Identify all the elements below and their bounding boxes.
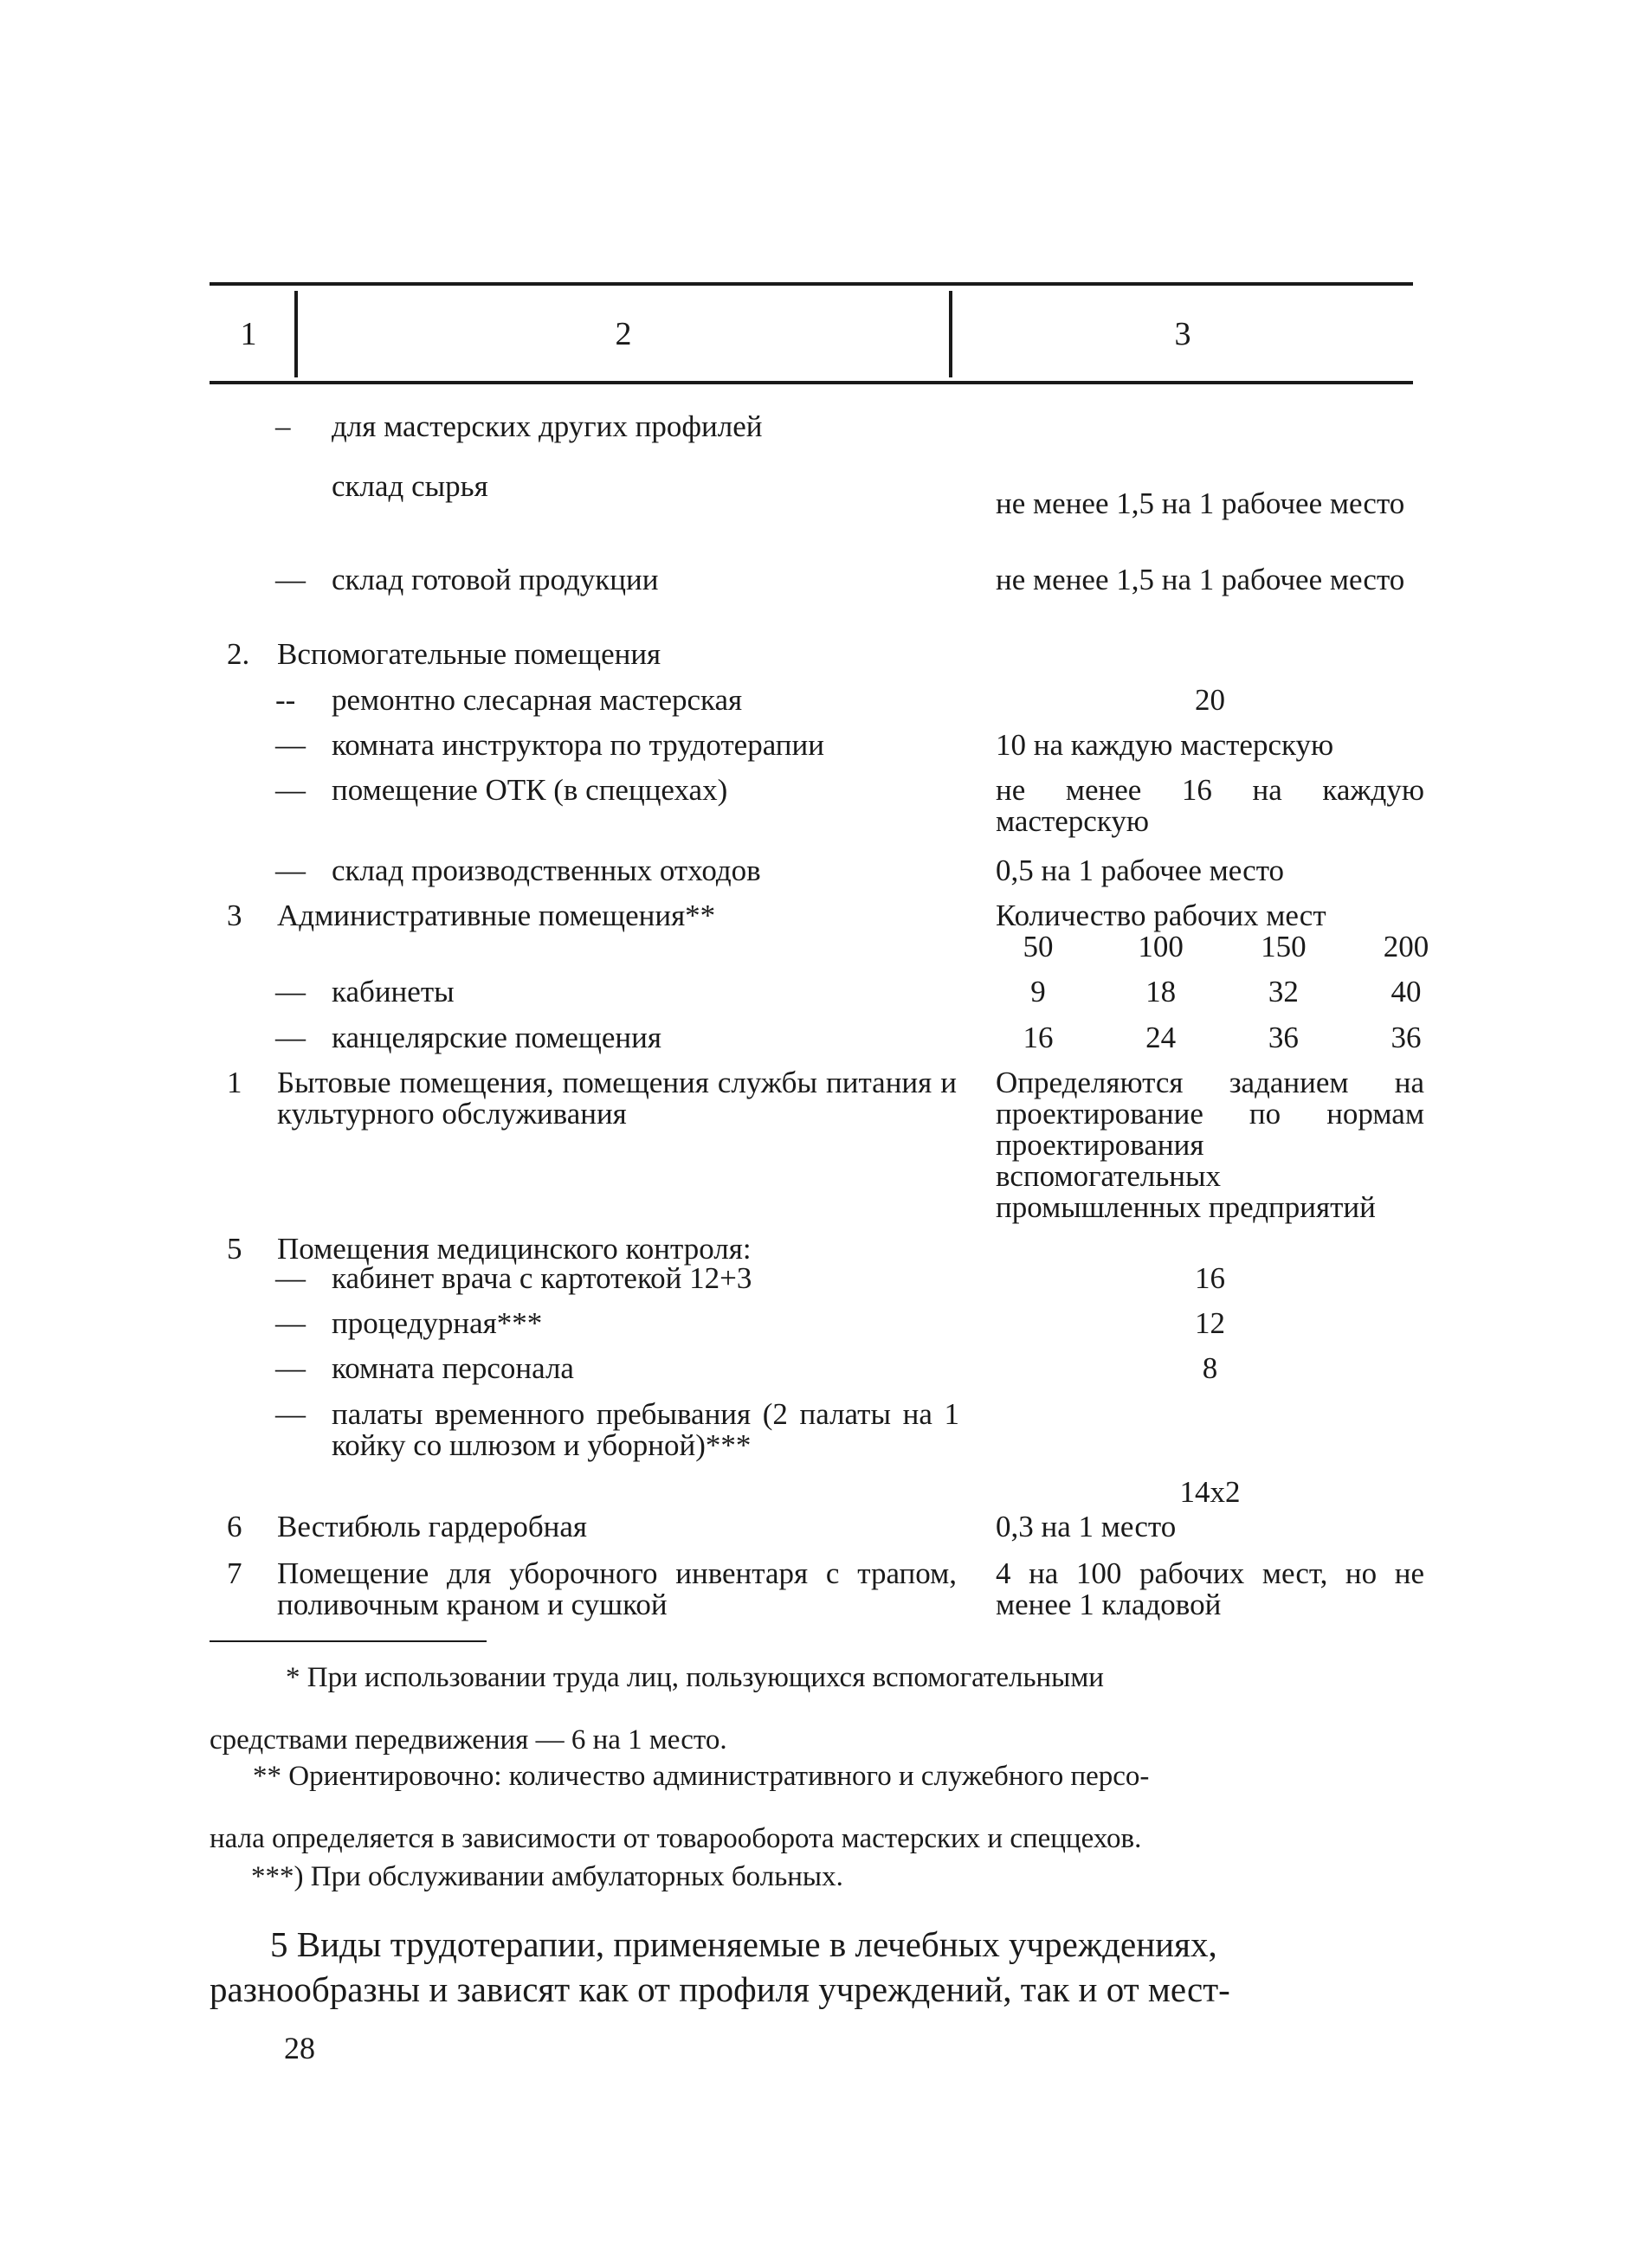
row-label: склад производственных отходов (332, 854, 761, 887)
row-label: комната персонала (332, 1351, 574, 1385)
header-col-1: 1 (240, 316, 257, 352)
row-value: 0,5 на 1 рабочее место (996, 854, 1285, 887)
row-dash: — (275, 773, 306, 807)
row-value: Определяются заданием на проектирование по нормам проектирования вспомогательных промышленных предприятий (996, 1066, 1424, 1224)
body-paragraph-line: 5 Виды трудотерапии, применяемые в лечебных учреждениях, (270, 1924, 1217, 1964)
row-value: 14x2 (1179, 1475, 1241, 1509)
table-header-bottom-rule (210, 381, 1413, 384)
row-label: кабинет врача с картотекой 12+3 (332, 1261, 752, 1295)
row-label: Помещения медицинского контроля: (277, 1232, 752, 1266)
row-dash: — (275, 728, 306, 762)
row-value: не менее 1,5 на 1 рабочее место (996, 486, 1405, 520)
footnote: средствами передвижения — 6 на 1 место. (210, 1724, 727, 1756)
row-label: Административные помещения** (277, 899, 716, 932)
count-value: 32 (1268, 975, 1299, 1008)
row-dash: – (275, 409, 291, 443)
row-value: 12 (1195, 1306, 1225, 1340)
table-top-rule (210, 282, 1413, 286)
row-label: Помещение для уборочного инвентаря с трапом, поливочным краном и сушкой (277, 1556, 957, 1621)
count-value: 18 (1145, 975, 1177, 1008)
header-col-3: 3 (1174, 316, 1191, 352)
row-number: 2. (227, 637, 250, 671)
row-label: ремонтно слесарная мастерская (332, 683, 743, 717)
row-label: канцелярские помещения (332, 1021, 661, 1054)
row-dash: — (275, 1306, 306, 1340)
row-label: для мастерских других профилей (332, 409, 763, 443)
row-value: не менее 16 на каждую мастерскую (996, 773, 1424, 838)
count-value: 40 (1390, 975, 1422, 1008)
row-dash: — (275, 1351, 306, 1385)
row-label: палаты временного пребывания (2 палаты на 1 койку со шлюзом и уборной)*** (332, 1397, 959, 1462)
row-number: 7 (227, 1556, 242, 1590)
row-label: Вспомогательные помещения (277, 637, 661, 671)
body-paragraph-line: разнообразны и зависят как от профиля учреждений, так и от мест- (210, 1969, 1230, 2009)
row-label: склад сырья (332, 469, 488, 503)
row-dash: -- (275, 683, 296, 717)
row-value: 0,3 на 1 место (996, 1510, 1177, 1543)
row-value: 10 на каждую мастерскую (996, 728, 1334, 762)
footnote-rule (210, 1640, 487, 1642)
count-col: 100 (1138, 930, 1184, 963)
footnote: ** Ориентировочно: количество административного и служебного персо- (253, 1761, 1150, 1792)
count-col: 200 (1383, 930, 1429, 963)
row-dash: — (275, 1397, 306, 1431)
row-label: Бытовые помещения, помещения службы питания и культурного обслуживания (277, 1066, 957, 1131)
row-dash: — (275, 1261, 306, 1295)
row-dash: — (275, 975, 306, 1008)
footnote: * При использовании труда лиц, пользующихся вспомогательными (286, 1662, 1104, 1693)
row-dash: — (275, 1021, 306, 1054)
row-value: Количество рабочих мест (996, 899, 1326, 932)
row-value: 16 (1195, 1261, 1225, 1295)
row-label: помещение ОТК (в спеццехах) (332, 773, 728, 807)
row-dash: — (275, 854, 306, 887)
row-label: склад готовой продукции (332, 563, 659, 596)
row-value: не менее 1,5 на 1 рабочее место (996, 563, 1405, 596)
row-number: 5 (227, 1232, 242, 1266)
header-col-2: 2 (615, 316, 632, 352)
footnote: нала определяется в зависимости от товарооборота мастерских и спеццехов. (210, 1823, 1142, 1854)
page-number: 28 (284, 2031, 315, 2065)
footnote: ***) При обслуживании амбулаторных больных. (251, 1861, 843, 1892)
count-value: 36 (1390, 1021, 1422, 1054)
count-col: 50 (1023, 930, 1054, 963)
count-value: 16 (1023, 1021, 1054, 1054)
row-number: 1 (227, 1066, 242, 1099)
row-value: 4 на 100 рабочих мест, но не менее 1 кладовой (996, 1556, 1424, 1621)
row-value: 8 (1202, 1351, 1218, 1385)
count-value: 36 (1268, 1021, 1299, 1054)
workplace-count-header (996, 931, 1445, 963)
row-label: кабинеты (332, 975, 455, 1008)
count-col: 150 (1261, 930, 1307, 963)
row-label: процедурная*** (332, 1306, 543, 1340)
row-values (996, 1022, 1445, 1053)
row-number: 6 (227, 1510, 242, 1543)
row-value: 20 (1195, 683, 1225, 717)
count-value: 24 (1145, 1021, 1177, 1054)
table-header (210, 282, 1413, 386)
row-number: 3 (227, 899, 242, 932)
row-label: Вестибюль гардеробная (277, 1510, 588, 1543)
count-value: 9 (1030, 975, 1046, 1008)
row-dash: — (275, 563, 306, 596)
row-label: комната инструктора по трудотерапии (332, 728, 824, 762)
row-values (996, 976, 1445, 1008)
